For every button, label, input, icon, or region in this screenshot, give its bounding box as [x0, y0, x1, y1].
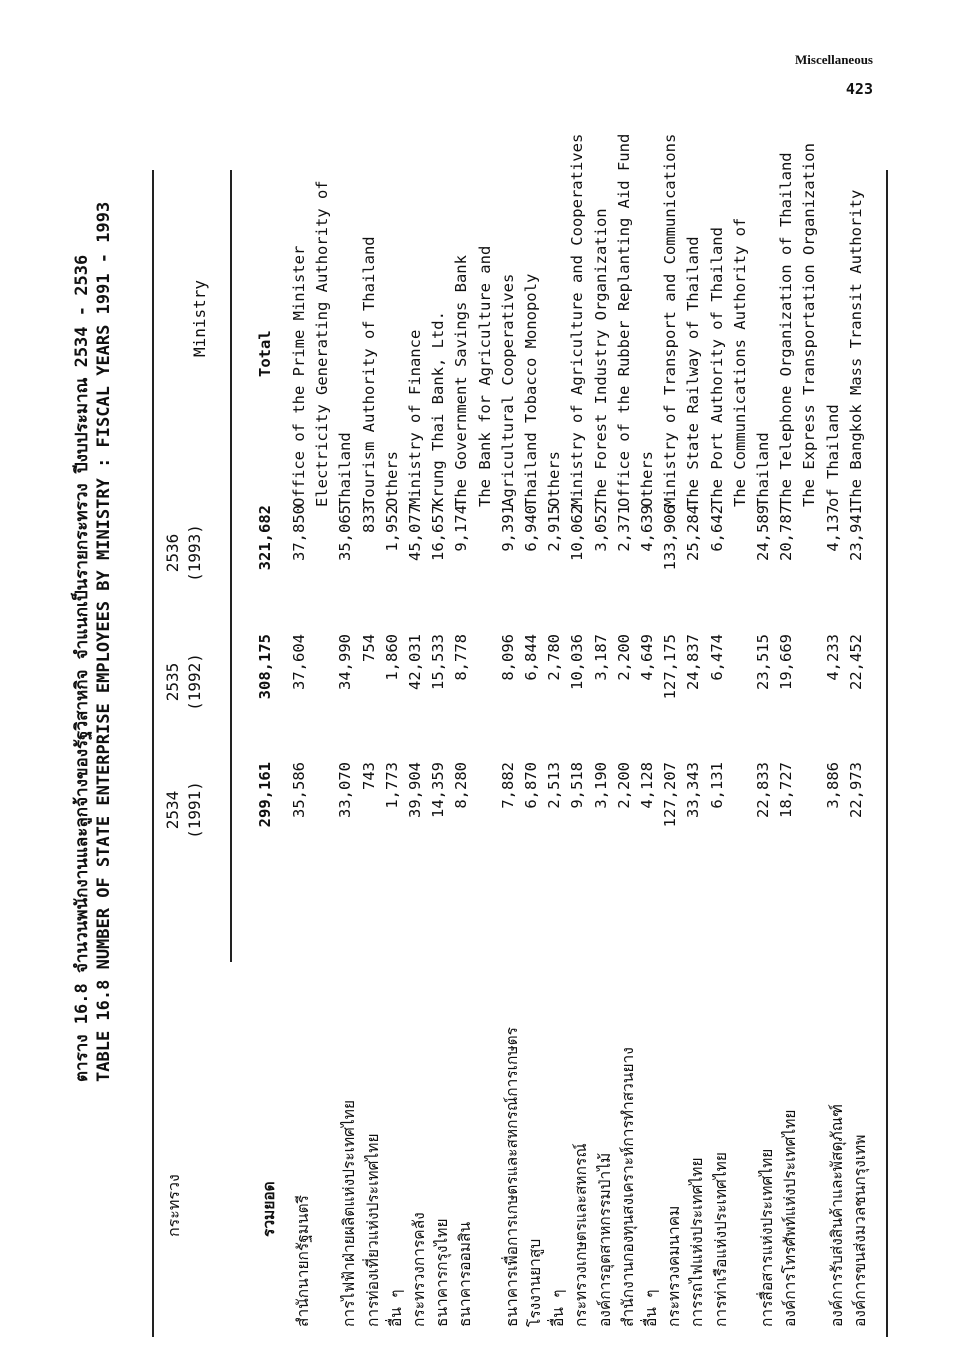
value-2536: 833 — [359, 505, 378, 533]
total-2536: 321,682 — [256, 505, 274, 571]
ministry-english: Others — [638, 451, 656, 507]
total-label-english: Total — [256, 330, 274, 377]
table-row — [429, 170, 454, 1337]
table-row — [661, 133, 686, 1337]
ministry-thai: สำนักนายกรัฐมนตรี — [294, 1195, 312, 1327]
value-2536: 4,639 — [638, 505, 656, 552]
table-row — [824, 170, 849, 1337]
ministry-english: The Port Authority of Thailand — [707, 227, 726, 507]
ministry-english: Office of the Rubber Replanting Aid Fund — [614, 133, 633, 507]
value-2535: 10,036 — [568, 634, 587, 690]
section-header: Miscellaneous — [795, 52, 873, 67]
year-thai: 2535 — [163, 662, 182, 702]
ministry-thai: การท่องเที่ยวแห่งประเทศไทย — [363, 1133, 382, 1327]
column-header-ministry-english: Ministry — [190, 279, 209, 357]
value-2535: 127,175 — [661, 634, 680, 700]
ministry-english: Krung Thai Bank, Ltd. — [429, 311, 448, 507]
value-2534: 33,343 — [684, 762, 703, 818]
table-row — [313, 170, 338, 1337]
table-row — [290, 170, 315, 1337]
ministry-thai: การรถไฟแห่งประเทศไทย — [688, 1157, 707, 1327]
value-2535: 34,990 — [336, 634, 355, 690]
year-en: (1992) — [185, 653, 204, 711]
column-header-ministry-thai: กระทรวง — [164, 1174, 183, 1237]
table-row — [336, 170, 361, 1337]
table-row — [545, 170, 570, 1337]
ministry-thai: กระทรวงการคลัง — [410, 1212, 428, 1327]
value-2536: 6,642 — [707, 505, 726, 552]
value-2535: 8,096 — [498, 634, 517, 681]
value-2534: 127,207 — [661, 762, 680, 828]
value-2536: 20,787 — [777, 505, 796, 561]
column-header-2534 — [162, 755, 206, 865]
ministry-english: The State Railway of Thailand — [684, 236, 703, 507]
value-2534: 35,586 — [290, 762, 308, 818]
ministry-thai: การไฟฟ้าฝ่ายผลิตแห่งประเทศไทย — [340, 1099, 359, 1327]
value-2534: 2,200 — [614, 762, 633, 809]
bottom-rule — [886, 170, 888, 1337]
ministry-thai: ธนาคารกรุงไทย — [433, 1218, 452, 1327]
ministry-english: The Express Transportation Organization — [800, 143, 819, 507]
value-2536: 37,850 — [290, 505, 308, 561]
value-2535: 754 — [359, 634, 378, 662]
value-2536: 9,391 — [498, 505, 517, 552]
ministry-thai: โรงงานยาสูบ — [526, 1238, 544, 1327]
value-2536: 24,589 — [754, 505, 772, 561]
ministry-english: Tourism Authority of Thailand — [359, 236, 378, 507]
value-2534: 33,070 — [336, 762, 355, 818]
value-2536: 23,941 — [846, 505, 865, 561]
value-2535: 2,200 — [614, 634, 633, 681]
ministry-english: Agricultural Cooperatives — [498, 273, 517, 507]
table-row — [522, 170, 547, 1337]
ministry-thai: องค์การขนส่งมวลชนกรุงเทพ — [850, 1134, 869, 1327]
table-row — [684, 170, 709, 1337]
value-2534: 743 — [359, 762, 378, 790]
ministry-english: The Bank for Agriculture and — [475, 245, 494, 507]
value-2535: 23,515 — [754, 634, 772, 690]
ministry-english: Thailand Tobacco Monopoly — [522, 273, 540, 507]
ministry-thai: องค์การรับส่งสินค้าและพัสดุภัณฑ์ — [827, 1103, 846, 1327]
table-row — [360, 170, 385, 1337]
value-2535: 37,604 — [290, 634, 308, 690]
ministry-english: The Forest Industry Organization — [591, 208, 610, 507]
value-2534: 9,518 — [568, 762, 587, 809]
ministry-english: Others — [382, 451, 401, 507]
table-row — [383, 170, 408, 1337]
table-title-thai: ตาราง 16.8 จำนวนพนักงานและลูกจ้างของรัฐวิสาหกิจ จำแนกเป็นรายกระทรวง ปีงบประมาณ 2534 - 2536 — [72, 254, 92, 1082]
value-2536: 3,052 — [591, 505, 610, 552]
ministry-thai: กระทรวงคมนาคม — [665, 1205, 684, 1327]
value-2536: 6,940 — [522, 505, 540, 552]
ministry-thai: องค์การโทรศัพท์แห่งประเทศไทย — [781, 1109, 800, 1327]
ministry-english: Ministry of Finance — [406, 329, 424, 507]
column-header-2536 — [162, 498, 206, 608]
ministry-english: Thailand — [754, 432, 772, 507]
value-2534: 1,773 — [382, 762, 401, 809]
total-2534: 299,161 — [256, 762, 274, 828]
ministry-thai: ธนาคารออมสิน — [456, 1221, 475, 1327]
table-row — [499, 170, 524, 1337]
table-row — [638, 170, 663, 1337]
value-2534: 6,131 — [707, 762, 726, 809]
value-2536: 1,952 — [382, 505, 401, 552]
header-rule — [230, 170, 232, 962]
value-2535: 42,031 — [406, 634, 424, 690]
year-thai: 2534 — [163, 790, 182, 830]
year-en: (1993) — [185, 524, 204, 582]
value-2536: 35,065 — [336, 505, 355, 561]
ministry-thai: องค์การอุตสาหกรรมป่าไม้ — [595, 1152, 614, 1327]
column-header-2535 — [162, 627, 206, 737]
table-row — [592, 170, 617, 1337]
table-row — [452, 170, 477, 1337]
table-row — [614, 133, 640, 1337]
value-2535: 19,669 — [777, 634, 796, 690]
value-2535: 24,837 — [684, 634, 703, 690]
value-2535: 1,860 — [382, 634, 401, 681]
ministry-english: Electricity Generating Authority of — [313, 180, 332, 507]
table-title-english: TABLE 16.8 NUMBER OF STATE ENTERPRISE EMPLOYEES BY MINISTRY : FISCAL YEARS 1991 - 1993 — [94, 201, 114, 1082]
value-2536: 45,077 — [406, 505, 424, 561]
value-2536: 133,906 — [661, 505, 680, 571]
year-en: (1991) — [185, 781, 204, 839]
value-2535: 3,187 — [591, 634, 610, 681]
value-2534: 2,513 — [545, 762, 564, 809]
value-2534: 8,280 — [452, 762, 471, 809]
value-2536: 10,062 — [568, 505, 587, 561]
value-2536: 9,174 — [452, 505, 471, 552]
ministry-thai: อื่น ๆ — [642, 1289, 660, 1327]
ministry-english: Thailand — [336, 432, 355, 507]
value-2534: 3,886 — [823, 762, 842, 809]
value-2535: 8,778 — [452, 634, 471, 681]
table-row — [731, 170, 756, 1337]
ministry-english: Ministry of Agriculture and Cooperatives — [568, 133, 587, 507]
ministry-thai: กระทรวงเกษตรและสหกรณ์ — [572, 1143, 591, 1327]
ministry-english: The Bangkok Mass Transit Authority — [846, 189, 865, 507]
value-2536: 25,284 — [684, 505, 703, 561]
ministry-thai: อื่น ๆ — [549, 1289, 568, 1327]
top-rule — [152, 170, 154, 1337]
value-2535: 15,533 — [429, 634, 448, 690]
value-2536: 2,915 — [545, 505, 564, 552]
table-row — [847, 170, 872, 1337]
table-row — [406, 170, 431, 1337]
value-2535: 6,844 — [522, 634, 540, 681]
value-2536: 2,371 — [614, 505, 633, 552]
ministry-english: Ministry of Transport and Communications — [661, 133, 680, 507]
value-2534: 14,359 — [429, 762, 448, 818]
value-2534: 18,727 — [777, 762, 796, 818]
value-2534: 7,882 — [498, 762, 517, 809]
value-2535: 6,474 — [707, 634, 726, 681]
ministry-english: The Telephone Organization of Thailand — [777, 152, 796, 507]
ministry-english: of Thailand — [823, 404, 842, 507]
table-row — [754, 170, 779, 1337]
ministry-thai: การท่าเรือแห่งประเทศไทย — [711, 1152, 730, 1327]
value-2535: 22,452 — [846, 634, 865, 690]
value-2534: 22,973 — [846, 762, 865, 818]
table-row — [800, 143, 825, 1337]
value-2534: 3,190 — [591, 762, 610, 809]
ministry-english: The Government Savings Bank — [452, 255, 471, 507]
total-label-thai: รวมยอด — [260, 1181, 278, 1237]
value-2535: 2,780 — [545, 634, 564, 681]
rotated-table-page — [58, 133, 898, 1337]
total-2535: 308,175 — [256, 634, 274, 700]
value-2536: 4,137 — [823, 505, 842, 552]
value-2534: 39,904 — [406, 762, 424, 818]
ministry-thai: สำนักงานกองทุนสงเคราะห์การทำสวนยาง — [618, 1047, 637, 1327]
ministry-english: Others — [545, 451, 564, 507]
table-row — [476, 170, 501, 1337]
ministry-thai: ธนาคารเพื่อการเกษตรและสหกรณ์การเกษตร — [502, 1027, 521, 1327]
value-2534: 6,870 — [522, 762, 540, 809]
table-row — [708, 170, 733, 1337]
value-2534: 22,833 — [754, 762, 772, 818]
year-thai: 2536 — [163, 533, 182, 573]
value-2534: 4,128 — [638, 762, 656, 809]
ministry-thai: อื่น ๆ — [386, 1289, 405, 1327]
total-row — [256, 170, 281, 1337]
table-row — [568, 133, 593, 1337]
value-2535: 4,233 — [823, 634, 842, 681]
ministry-thai: การสื่อสารแห่งประเทศไทย — [758, 1148, 776, 1327]
value-2535: 4,649 — [638, 634, 656, 681]
value-2536: 16,657 — [429, 505, 448, 561]
table-row — [777, 152, 802, 1337]
ministry-english: Office of the Prime Minister — [290, 245, 308, 507]
ministry-english: The Communications Authority of — [730, 217, 749, 507]
page-number: 423 — [845, 80, 873, 98]
